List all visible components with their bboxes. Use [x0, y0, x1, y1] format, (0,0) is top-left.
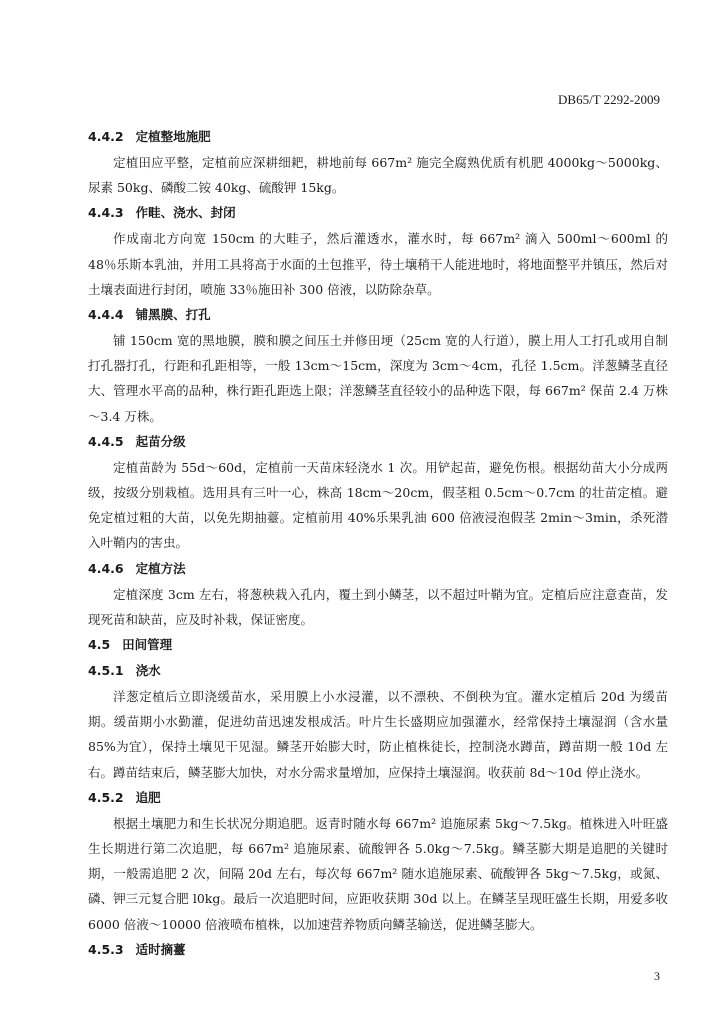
section-number: 4.4.5 [88, 433, 124, 449]
section-4-5 [88, 632, 668, 658]
section-number: 4.5.2 [88, 789, 124, 805]
section-paragraph: 定植苗龄为 55d～60d，定植前一天苗床轻浇水 1 次。用铲起苗，避免伤根。根据幼苗大小分成两级，按级分别栽植。选用具有三叶一心，株高 18cm～20cm，假茎粗 0.5cm～0.7cm 的壮苗定植。避免定植过粗的大苗，以免先期抽薹。定植前用 40%乐果乳油 600 倍液浸泡假茎 2min～3min，杀死潜入叶鞘内的害虫。 [88, 459, 668, 551]
section-heading [88, 556, 668, 582]
section-number: 4.4.6 [88, 560, 124, 576]
section-heading [88, 200, 668, 226]
section-4-4-5 [88, 429, 668, 556]
section-paragraph: 铺 150cm 宽的黑地膜，膜和膜之间压土并修田埂（25cm 宽的人行道），膜上用人工打孔或用自制打孔器打孔，行距和孔距相等，一般 13cm～15cm，深度为 3cm～4cm，孔径 1.5cm。洋葱鳞茎直径大、管理水平高的品种，株行距孔距选上限；洋葱鳞茎直径较小的品种选下限，每 667m² 保苗 2.4 万株～3.4 万株。 [88, 333, 668, 424]
section-title: 适时摘薹 [135, 941, 186, 957]
section-4-4-4 [88, 302, 668, 429]
section-title: 铺黑膜、打孔 [135, 307, 211, 323]
section-number: 4.4.4 [88, 307, 124, 323]
section-number: 4.5.3 [88, 941, 124, 957]
section-heading [88, 302, 668, 328]
section-4-5-3 [88, 937, 668, 963]
section-number: 4.5.1 [88, 663, 124, 679]
section-title: 定植方法 [135, 560, 186, 576]
section-4-5-1 [88, 658, 668, 785]
section-title: 作畦、浇水、封闭 [135, 205, 236, 221]
section-paragraph: 定植深度 3cm 左右，将葱秧栽入孔内，覆土到小鳞茎，以不超过叶鞘为宜。定植后应注意查苗，发现死苗和缺苗，应及时补栽，保证密度。 [88, 586, 668, 627]
section-title: 定植整地施肥 [135, 129, 211, 144]
section-heading [88, 785, 668, 811]
document-body [88, 124, 668, 963]
standard-code: DB65/T 2292-2009 [558, 92, 660, 107]
section-paragraph: 作成南北方向宽 150cm 的大畦子，然后灌透水，灌水时，每 667m² 滴入 500ml～600ml 的 48％乐斯本乳油，并用工具将高于水面的土包推平，待土壤稍干人能进地时，将地面整平并镇压，然后对土壤表面进行封闭，喷施 33％施田补 300 倍液，以防除杂草。 [88, 231, 668, 297]
section-heading [88, 658, 668, 684]
section-number: 4.4.2 [88, 129, 124, 144]
section-4-5-2 [88, 785, 668, 937]
section-title: 田间管理 [122, 637, 173, 653]
section-paragraph: 定植田应平整，定植前应深耕细耙，耕地前每 667m² 施完全腐熟优质有机肥 4000kg～5000kg、尿素 50kg、磷酸二铵 40kg、硫酸钾 15kg。 [88, 155, 668, 196]
section-heading [88, 124, 668, 150]
section-title: 追肥 [135, 789, 161, 805]
section-number: 4.5 [88, 637, 111, 653]
section-4-4-6 [88, 556, 668, 632]
section-title: 起苗分级 [135, 433, 186, 449]
section-4-4-2 [88, 124, 668, 200]
page-number: 3 [654, 969, 660, 983]
section-heading [88, 632, 668, 658]
section-number: 4.4.3 [88, 205, 124, 221]
section-4-4-3 [88, 200, 668, 302]
section-heading [88, 429, 668, 455]
section-title: 浇水 [135, 663, 161, 679]
section-paragraph: 洋葱定植后立即浇缓苗水，采用膜上小水浸灌，以不漂秧、不倒秧为宜。灌水定植后 20d 为缓苗期。缓苗期小水勤灌，促进幼苗迅速发根成活。叶片生长盛期应加强灌水，经常保持土壤湿润（含水量 85%为宜），保持土壤见干见湿。鳞茎开始膨大时，防止植株徒长，控制浇水蹲苗，蹲苗期一般 10d 左右。蹲苗结束后，鳞茎膨大加快，对水分需求量增加，应保持土壤湿润。收获前 8d～10d 停止浇水。 [88, 689, 668, 780]
section-paragraph: 根据土壤肥力和生长状况分期追肥。返青时随水每 667m² 追施尿素 5kg～7.5kg。植株进入叶旺盛生长期进行第二次追肥，每 667m² 追施尿素、硫酸钾各 5.0kg～7.5kg。鳞茎膨大期是追肥的关键时期，一般需追肥 2 次，间隔 20d 左右，每次每 667m² 随水追施尿素、硫酸钾各 5kg～7.5kg，或氮、磷、钾三元复合肥 l0kg。最后一次追肥时间，应距收获期 30d 以上。在鳞茎呈现旺盛生长期，用爱多收 6000 倍液～10000 倍液喷布植株，以加速营养物质向鳞茎输送，促进鳞茎膨大。 [88, 815, 668, 932]
section-heading [88, 937, 668, 963]
